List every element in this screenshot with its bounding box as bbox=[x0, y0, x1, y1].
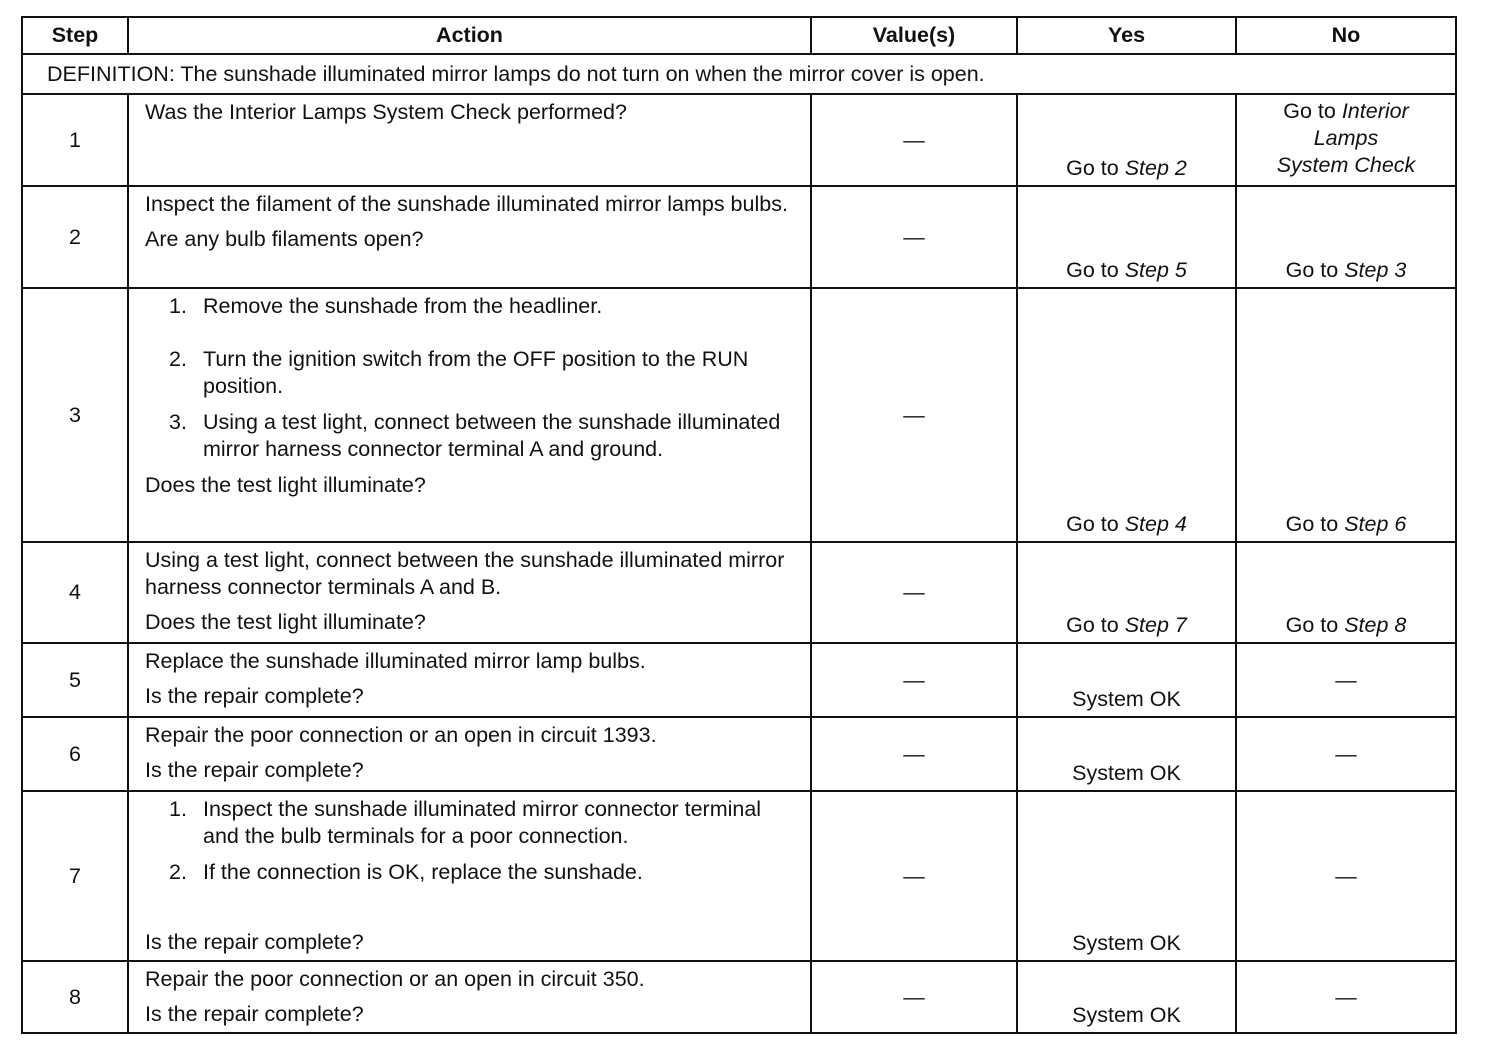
step-number: 6 bbox=[22, 717, 128, 791]
step-reference: Step 3 bbox=[1344, 258, 1407, 282]
yes-result bbox=[1018, 257, 1235, 284]
table-row bbox=[22, 961, 1456, 1033]
yes-result: System OK bbox=[1072, 761, 1181, 785]
yes-cell bbox=[1017, 961, 1236, 1033]
yes-result bbox=[1018, 612, 1235, 639]
yes-result: System OK bbox=[1072, 687, 1181, 711]
step-reference: Step 6 bbox=[1344, 512, 1407, 536]
value-cell: — bbox=[811, 186, 1017, 288]
action-question: Is the repair complete? bbox=[145, 684, 364, 708]
step-number: 3 bbox=[22, 288, 128, 542]
step-number: 7 bbox=[22, 791, 128, 961]
go-to-label: Go to bbox=[1066, 613, 1119, 637]
step-reference: Step 8 bbox=[1344, 613, 1407, 637]
action-cell bbox=[128, 643, 811, 717]
action-question: Are any bulb filaments open? bbox=[145, 227, 424, 251]
go-to-label: Go to bbox=[1285, 258, 1339, 282]
value-cell: — bbox=[811, 288, 1017, 542]
step-number: 4 bbox=[22, 542, 128, 643]
yes-result: System OK bbox=[1072, 931, 1181, 955]
no-cell bbox=[1236, 186, 1456, 288]
action-text: Repair the poor connection or an open in circuit 1393. bbox=[145, 723, 657, 747]
table-row bbox=[22, 94, 1456, 186]
value-cell: — bbox=[811, 542, 1017, 643]
go-to-label: Go to bbox=[1066, 258, 1119, 282]
yes-result bbox=[1018, 155, 1235, 182]
step-number: 5 bbox=[22, 643, 128, 717]
action-cell bbox=[128, 288, 811, 542]
action-question: Is the repair complete? bbox=[145, 930, 364, 954]
header-no: No bbox=[1236, 17, 1456, 54]
action-question: Does the test light illuminate? bbox=[145, 610, 426, 634]
no-result bbox=[1237, 95, 1455, 179]
yes-result bbox=[1018, 511, 1235, 538]
go-to-label: Go to bbox=[1066, 512, 1119, 536]
list-item: 1. Inspect the sunshade illuminated mirror connector terminal and the bulb terminals for a poor connection. bbox=[169, 797, 762, 848]
value-cell: — bbox=[811, 791, 1017, 961]
numbered-instructions bbox=[145, 293, 798, 463]
action-text: Inspect the filament of the sunshade illuminated mirror lamps bulbs. bbox=[145, 192, 788, 216]
header-row bbox=[22, 17, 1456, 54]
reference-line: Lamps bbox=[1313, 126, 1379, 150]
action-cell bbox=[128, 186, 811, 288]
no-result bbox=[1237, 257, 1455, 284]
list-item: 2. Turn the ignition switch from the OFF position to the RUN position. bbox=[169, 347, 749, 398]
yes-cell bbox=[1017, 717, 1236, 791]
table-row bbox=[22, 643, 1456, 717]
value-cell: — bbox=[811, 643, 1017, 717]
value-cell: — bbox=[811, 94, 1017, 186]
no-cell: — bbox=[1236, 791, 1456, 961]
no-cell: — bbox=[1236, 643, 1456, 717]
step-reference: Step 7 bbox=[1124, 613, 1187, 637]
yes-cell bbox=[1017, 542, 1236, 643]
action-question: Is the repair complete? bbox=[145, 1002, 364, 1026]
action-question: Is the repair complete? bbox=[145, 758, 364, 782]
reference-line: Interior bbox=[1341, 99, 1409, 123]
go-to-label: Go to bbox=[1066, 156, 1119, 180]
header-step: Step bbox=[22, 17, 128, 54]
action-cell bbox=[128, 717, 811, 791]
action-question: Does the test light illuminate? bbox=[145, 473, 426, 497]
yes-cell bbox=[1017, 94, 1236, 186]
action-cell bbox=[128, 94, 811, 186]
no-cell bbox=[1236, 288, 1456, 542]
action-cell bbox=[128, 791, 811, 961]
no-cell: — bbox=[1236, 717, 1456, 791]
go-to-label: Go to bbox=[1283, 99, 1336, 123]
diagnostic-table bbox=[21, 16, 1457, 1034]
yes-cell bbox=[1017, 288, 1236, 542]
diagnostic-table-container bbox=[21, 16, 1457, 1034]
yes-cell bbox=[1017, 791, 1236, 961]
action-text: Repair the poor connection or an open in circuit 350. bbox=[145, 967, 645, 991]
definition-text: DEFINITION: The sunshade illuminated mirror lamps do not turn on when the mirror cover is open. bbox=[22, 54, 1456, 94]
action-cell bbox=[128, 542, 811, 643]
table-row bbox=[22, 542, 1456, 643]
step-number: 2 bbox=[22, 186, 128, 288]
step-reference: Step 2 bbox=[1124, 156, 1187, 180]
no-result bbox=[1237, 511, 1455, 538]
value-cell: — bbox=[811, 717, 1017, 791]
no-cell bbox=[1236, 94, 1456, 186]
table-row bbox=[22, 791, 1456, 961]
header-values: Value(s) bbox=[811, 17, 1017, 54]
action-text: Replace the sunshade illuminated mirror lamp bulbs. bbox=[145, 649, 646, 673]
no-cell bbox=[1236, 542, 1456, 643]
table-row bbox=[22, 288, 1456, 542]
go-to-label: Go to bbox=[1285, 512, 1339, 536]
step-reference: Step 4 bbox=[1124, 512, 1187, 536]
definition-row bbox=[22, 54, 1456, 94]
list-item: 1. Remove the sunshade from the headliner. bbox=[169, 294, 603, 318]
yes-result: System OK bbox=[1072, 1003, 1181, 1027]
action-cell bbox=[128, 961, 811, 1033]
numbered-instructions bbox=[145, 796, 798, 886]
value-cell: — bbox=[811, 961, 1017, 1033]
step-number: 8 bbox=[22, 961, 128, 1033]
table-row bbox=[22, 717, 1456, 791]
list-item: 3. Using a test light, connect between the sunshade illuminated mirror harness connector terminal A and ground. bbox=[169, 410, 781, 461]
no-cell: — bbox=[1236, 961, 1456, 1033]
action-text: Was the Interior Lamps System Check performed? bbox=[145, 100, 627, 124]
step-reference: Step 5 bbox=[1124, 258, 1187, 282]
yes-cell bbox=[1017, 186, 1236, 288]
reference-line: System Check bbox=[1276, 153, 1416, 177]
table-row bbox=[22, 186, 1456, 288]
yes-cell bbox=[1017, 643, 1236, 717]
no-result bbox=[1237, 612, 1455, 639]
action-text: Using a test light, connect between the sunshade illuminated mirror harness connector terminals A and B. bbox=[145, 548, 785, 599]
go-to-label: Go to bbox=[1285, 613, 1339, 637]
step-number: 1 bbox=[22, 94, 128, 186]
list-item: 2. If the connection is OK, replace the sunshade. bbox=[169, 860, 643, 884]
header-action: Action bbox=[128, 17, 811, 54]
header-yes: Yes bbox=[1017, 17, 1236, 54]
